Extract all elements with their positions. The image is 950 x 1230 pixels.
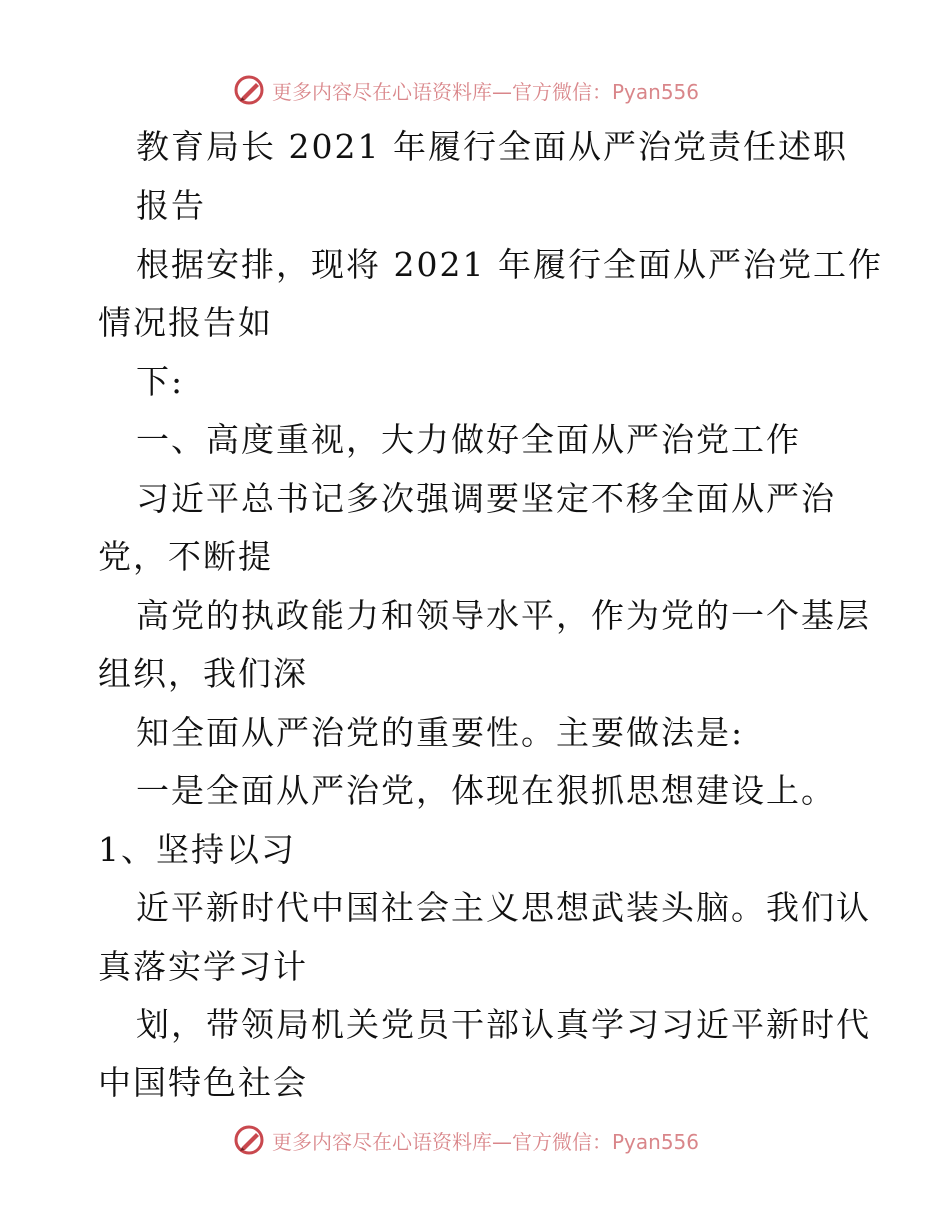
pen-logo-icon [232,73,266,107]
doc-line: 中国特色社会 [98,1063,308,1102]
doc-line: 划，带领局机关党员干部认真学习习近平新时代 [136,1005,871,1044]
doc-line: 知全面从严治党的重要性。主要做法是: [136,713,745,752]
doc-line: 近平新时代中国社会主义思想武装头脑。我们认 [136,888,871,927]
wechat-id: Pyan556 [612,1129,700,1154]
doc-line: 党，不断提 [98,537,273,576]
doc-title-line-2: 报告 [136,186,206,225]
footer-banner [0,1120,950,1160]
doc-line: 组织，我们深 [98,654,308,693]
doc-line: 高党的执政能力和领导水平，作为党的一个基层 [136,596,871,635]
doc-line: 一是全面从严治党，体现在狠抓思想建设上。 [136,771,836,810]
doc-line: 根据安排，现将 2021 年履行全面从严治党工作 [136,245,883,284]
doc-line: 下: [136,362,185,401]
pen-logo-icon [232,1123,266,1157]
doc-title-line-1: 教育局长 2021 年履行全面从严治党责任述职 [136,127,848,166]
header-banner [0,70,950,110]
section-heading: 一、高度重视，大力做好全面从严治党工作 [136,420,801,459]
banner-text [272,1126,699,1155]
banner-text [272,76,699,105]
doc-line: 习近平总书记多次强调要坚定不移全面从严治 [136,479,836,518]
doc-line: 1、坚持以习 [98,830,296,869]
banner-label: 更多内容尽在心语资料库—官方微信： [272,1129,612,1154]
doc-line: 真落实学习计 [98,947,308,986]
wechat-id: Pyan556 [612,79,700,104]
banner-label: 更多内容尽在心语资料库—官方微信： [272,79,612,104]
doc-line: 情况报告如 [98,303,273,342]
